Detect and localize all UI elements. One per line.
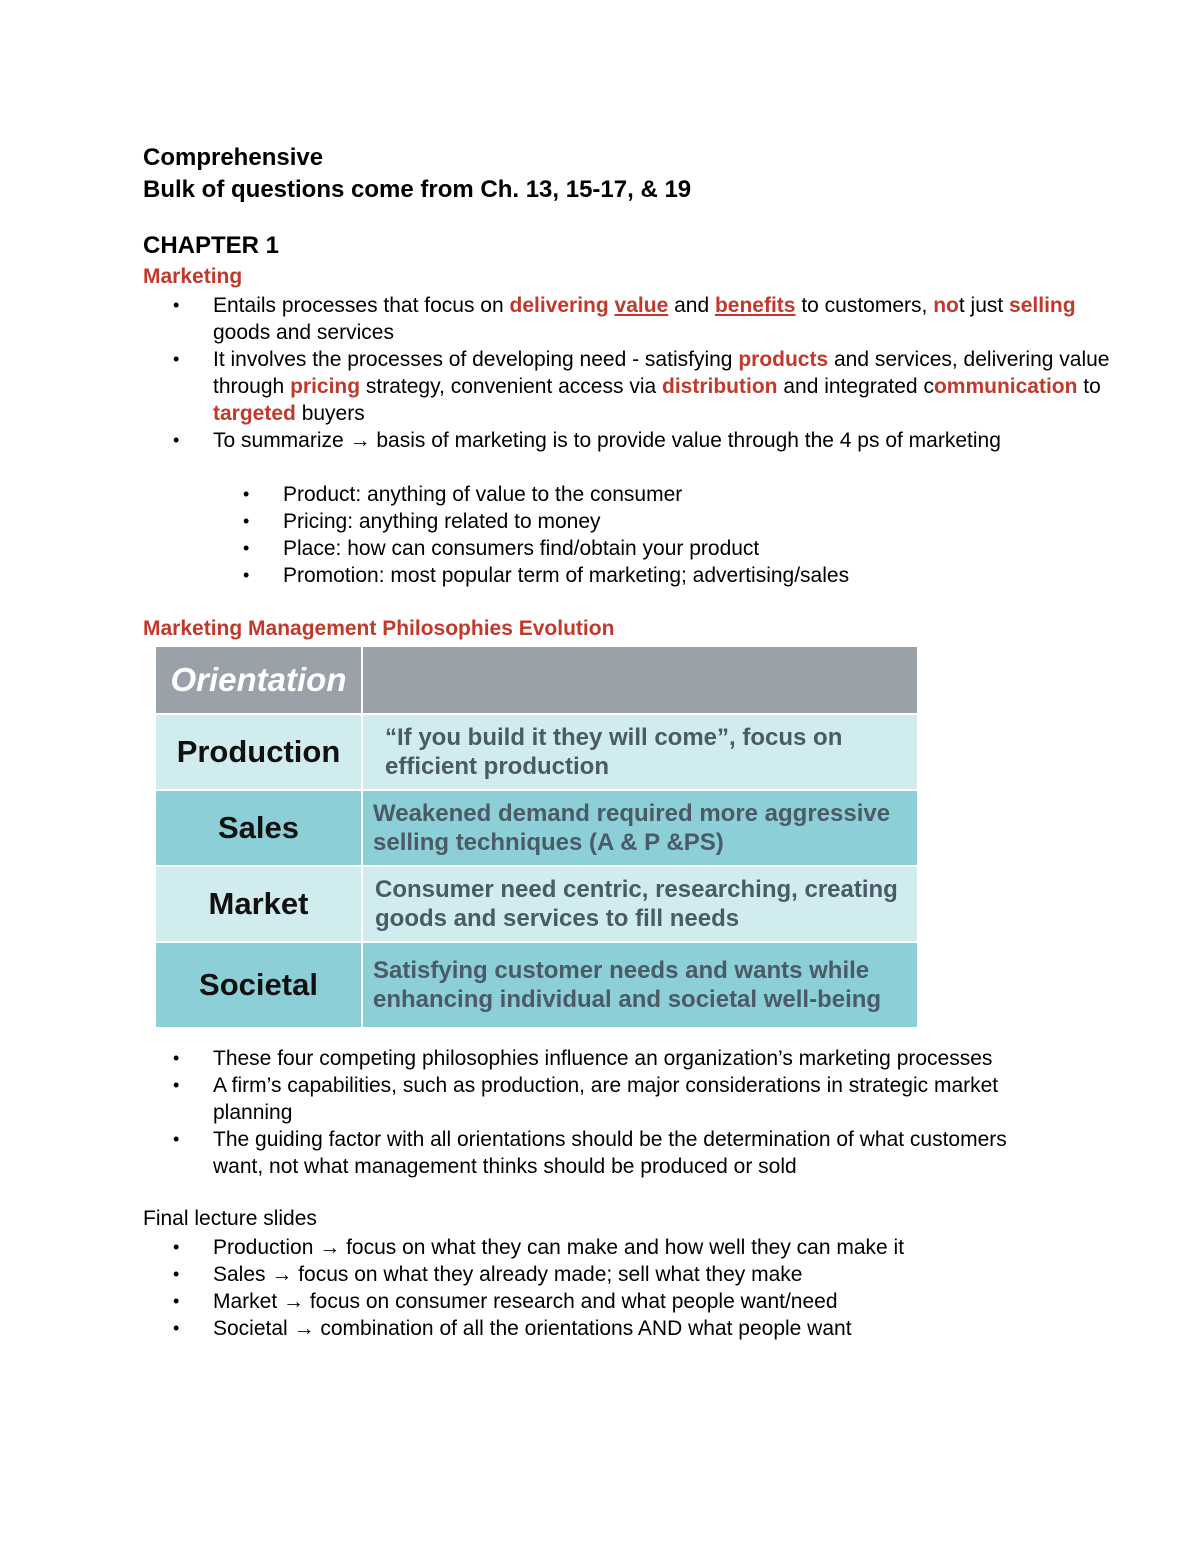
table-cell-desc: Weakened demand required more aggressive selling techniques (A & P &PS) (362, 790, 918, 866)
list-item: • To summarize → basis of marketing is to provide value through the 4 ps of marketing (143, 427, 1123, 454)
table-cell-desc: Consumer need centric, researching, creating goods and services to fill needs (362, 866, 918, 942)
highlight-term: ommunication (933, 375, 1078, 398)
highlight-term: pricing (290, 375, 361, 398)
list-item: • Promotion: most popular term of marketing; advertising/sales (143, 562, 1123, 589)
table-row (155, 866, 918, 942)
table-cell-name: Market (155, 866, 362, 942)
table-header-cell: Orientation (155, 646, 362, 714)
highlight-term: selling (1009, 294, 1076, 317)
highlight-term: no (933, 294, 959, 317)
table-header-cell-empty (362, 646, 918, 714)
doc-subtitle: Bulk of questions come from Ch. 13, 15-17, & 19 (143, 176, 692, 203)
highlight-term: targeted (213, 402, 296, 425)
highlight-term: delivering (509, 294, 609, 317)
orientation-table (154, 645, 919, 1029)
table-cell-name: Sales (155, 790, 362, 866)
list-item: • A firm’s capabilities, such as production, are major considerations in strategic market planning (143, 1072, 1043, 1126)
list-item: • Pricing: anything related to money (143, 508, 1123, 535)
table-cell-desc: Satisfying customer needs and wants while enhancing individual and societal well-being (362, 942, 918, 1028)
final-slides-label: Final lecture slides (143, 1207, 317, 1230)
list-item: • Production → focus on what they can make and how well they can make it (143, 1234, 1123, 1261)
table-row (155, 790, 918, 866)
list-item: • Product: anything of value to the consumer (143, 481, 1123, 508)
table-cell-name: Production (155, 714, 362, 790)
list-item: • The guiding factor with all orientations should be the determination of what customers want, not what management thinks should be produced or sold (143, 1126, 1043, 1180)
list-item: • It involves the processes of developing need - satisfying products and services, delivering value through pricing strategy, convenient access via distribution and integrated communication to targeted buyers (143, 346, 1123, 427)
list-item: • Societal → combination of all the orientations AND what people want (143, 1315, 1123, 1342)
table-cell-desc: “If you build it they will come”, focus on efficient production (362, 714, 918, 790)
four-ps-bullets (143, 481, 1123, 589)
highlight-term: products (738, 348, 829, 371)
table-cell-name: Societal (155, 942, 362, 1028)
table-row (155, 714, 918, 790)
final-bullets (143, 1234, 1123, 1342)
marketing-heading: Marketing (143, 265, 243, 288)
list-item: • Place: how can consumers find/obtain your product (143, 535, 1123, 562)
chapter-heading: CHAPTER 1 (143, 232, 280, 259)
list-item: • Sales → focus on what they already made; sell what they make (143, 1261, 1123, 1288)
doc-title: Comprehensive (143, 144, 324, 171)
list-item: • Market → focus on consumer research and what people want/need (143, 1288, 1123, 1315)
highlight-term: benefits (714, 294, 796, 317)
philosophies-bullets (143, 1045, 1043, 1180)
table-row (155, 942, 918, 1028)
philosophies-heading: Marketing Management Philosophies Evolution (143, 617, 615, 640)
list-item: • These four competing philosophies influence an organization’s marketing processes (143, 1045, 1043, 1072)
list-item: • Entails processes that focus on delivering value and benefits to customers, not just selling goods and services (143, 292, 1123, 346)
highlight-term: value (614, 294, 669, 317)
table-header-row (155, 646, 918, 714)
highlight-term: distribution (662, 375, 778, 398)
marketing-bullets (143, 292, 1123, 454)
